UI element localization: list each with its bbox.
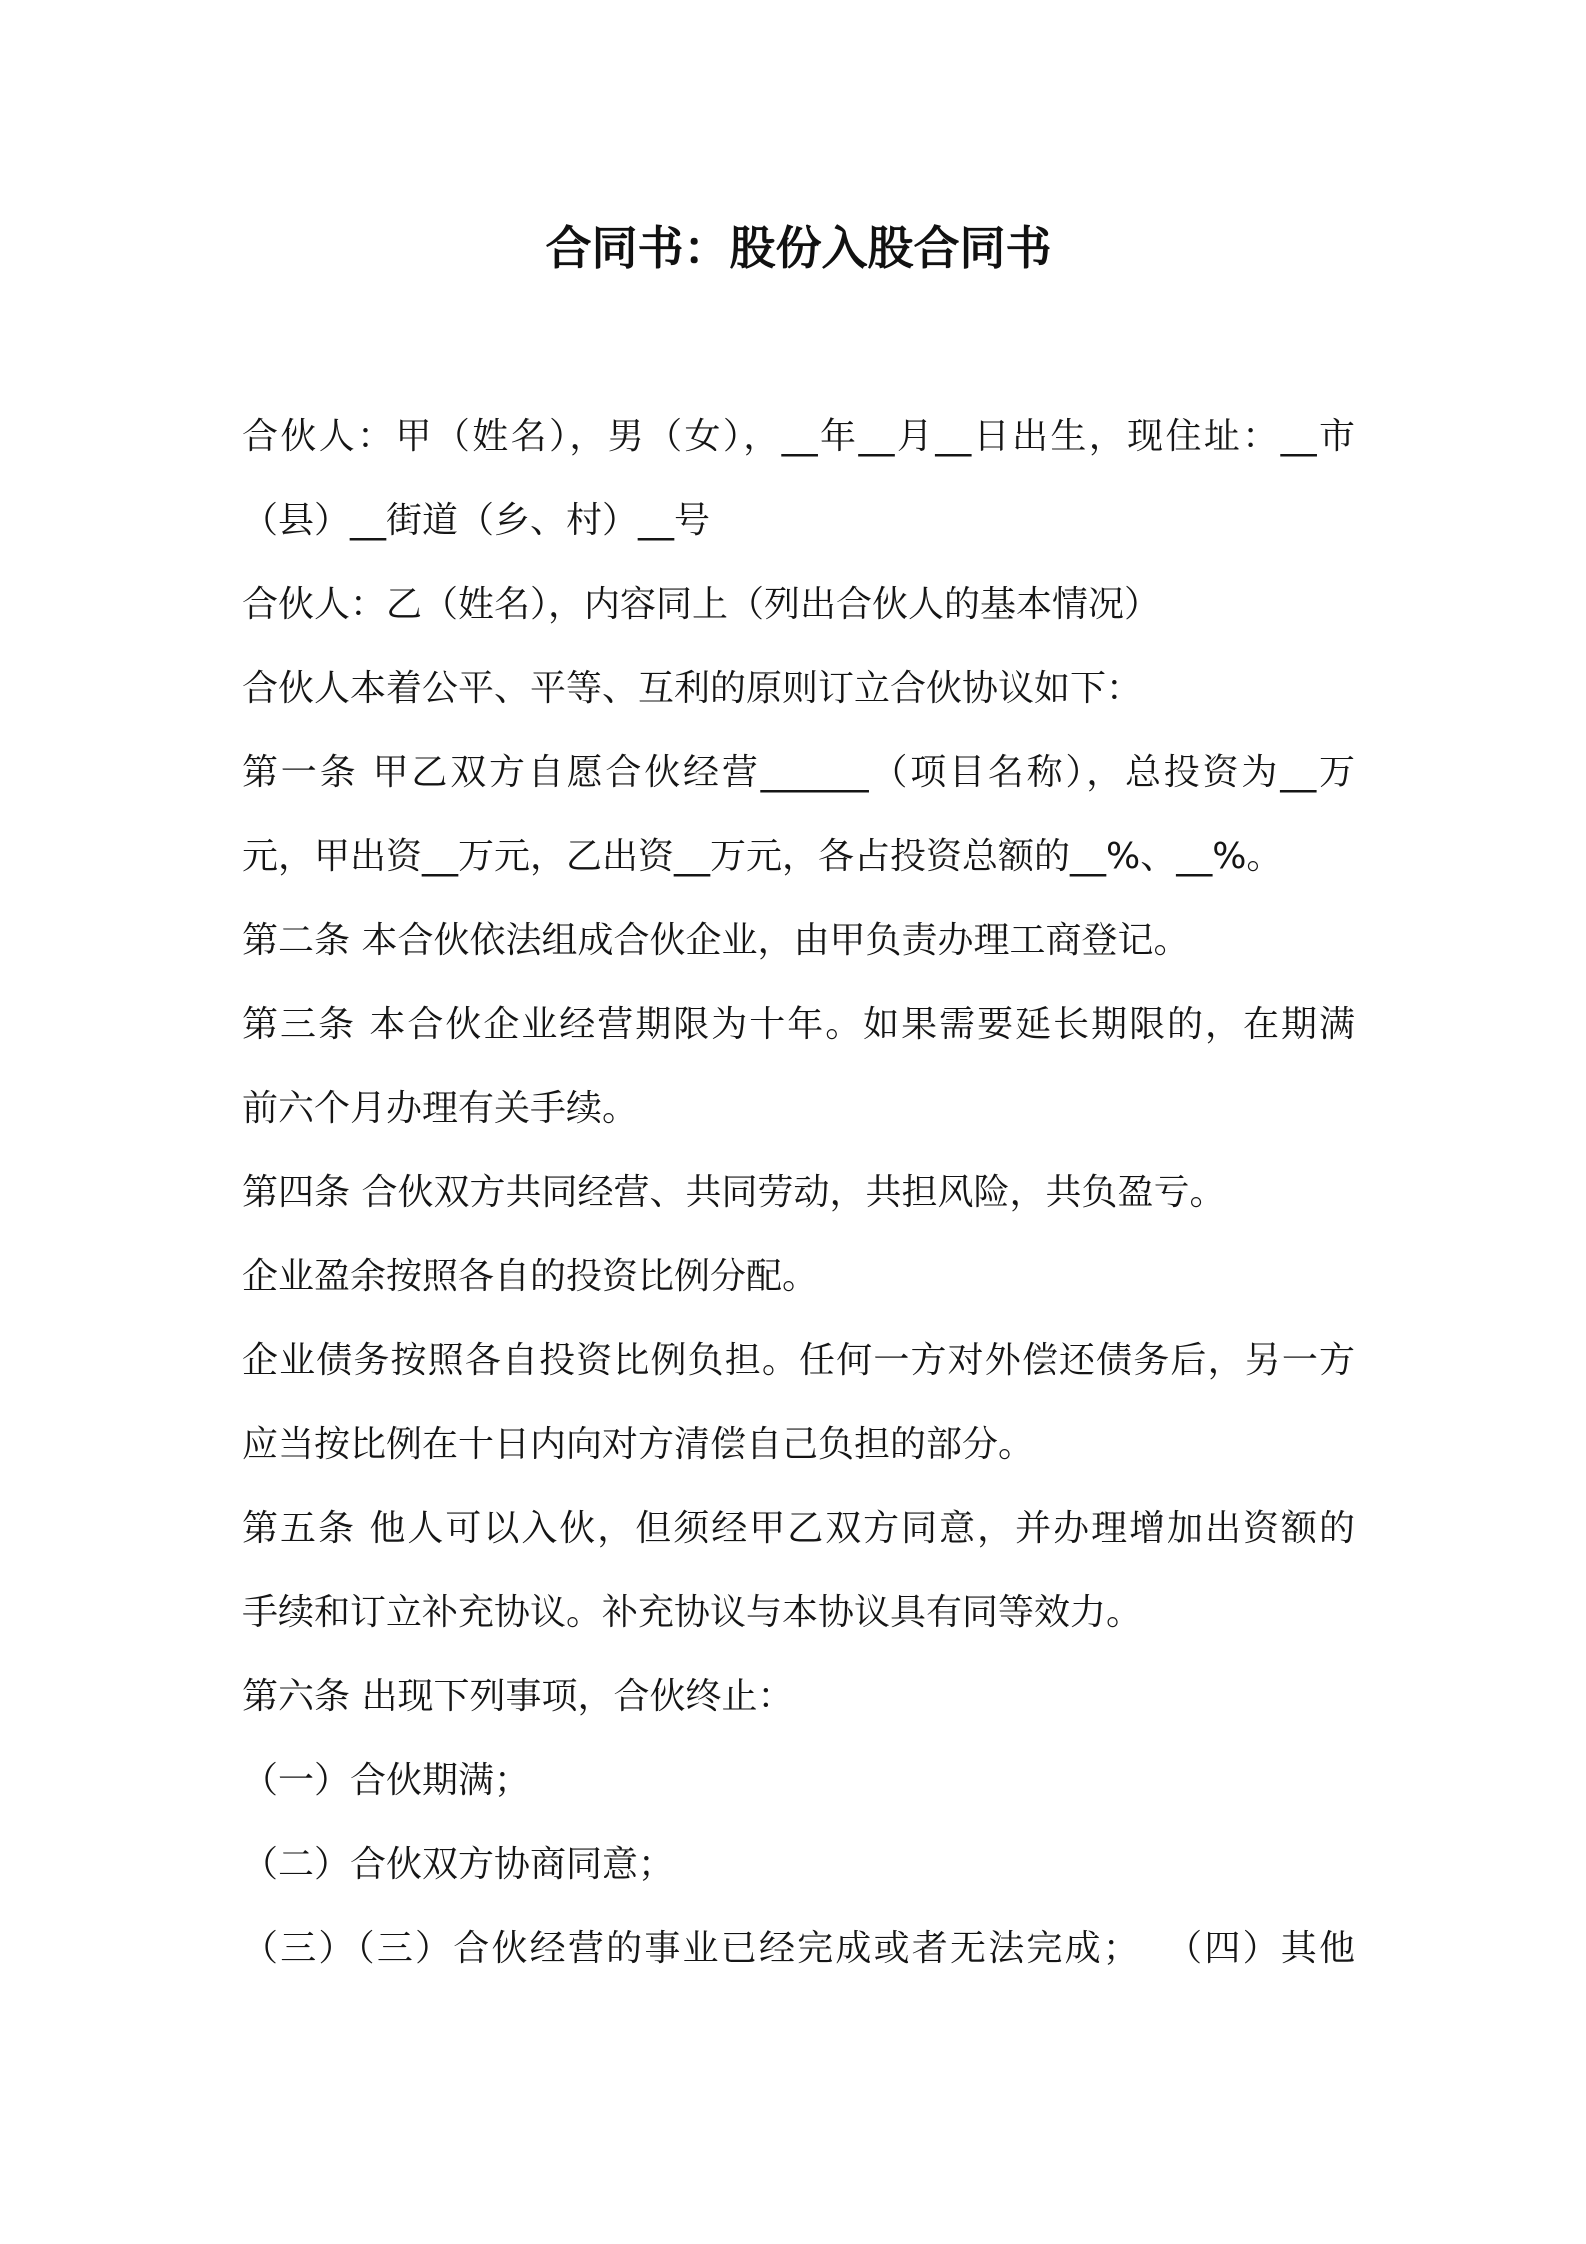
article-4 xyxy=(242,1151,1355,1235)
paragraph-line: 第四条 合伙双方共同经营、共同劳动，共担风险，共负盈亏。 xyxy=(242,1172,1226,1213)
paragraph-line: （一）合伙期满； xyxy=(242,1760,531,1801)
paragraph-line: 第一条 甲乙双方自愿合伙经营______（项目名称），总投资为__万 xyxy=(242,752,1355,793)
paragraph-line: 合伙人：甲（姓名），男（女），__年__月__日出生，现住址：__市 xyxy=(242,416,1355,457)
article-2 xyxy=(242,899,1355,983)
paragraph-line: （县）__街道（乡、村）__号 xyxy=(242,500,711,541)
article-1 xyxy=(242,731,1355,899)
termination-item-1 xyxy=(242,1739,1355,1823)
paragraph-line: 合伙人本着公平、平等、互利的原则订立合伙协议如下： xyxy=(242,668,1143,709)
paragraph-line: 第五条 他人可以入伙，但须经甲乙双方同意，并办理增加出资额的 xyxy=(242,1508,1355,1549)
article-6 xyxy=(242,1655,1355,1739)
paragraph-line: 元，甲出资__万元，乙出资__万元，各占投资总额的__%、__%。 xyxy=(242,836,1283,877)
paragraph-line: （二）合伙双方协商同意； xyxy=(242,1844,675,1885)
paragraph-line: 第六条 出现下列事项，合伙终止： xyxy=(242,1676,794,1717)
termination-item-3-4 xyxy=(242,1907,1355,1991)
paragraph-line: 前六个月办理有关手续。 xyxy=(242,1088,639,1129)
document-body xyxy=(242,395,1355,1991)
termination-item-2 xyxy=(242,1823,1355,1907)
debt-liability xyxy=(242,1319,1355,1487)
article-5 xyxy=(242,1487,1355,1655)
preamble xyxy=(242,647,1355,731)
article-3 xyxy=(242,983,1355,1151)
paragraph-line: （三）（三）合伙经营的事业已经完成或者无法完成； （四）其他 xyxy=(242,1928,1355,1969)
paragraph-line: 合伙人：乙（姓名），内容同上（列出合伙人的基本情况） xyxy=(242,584,1161,625)
paragraph-line: 应当按比例在十日内向对方清偿自己负担的部分。 xyxy=(242,1424,1035,1465)
partner-b-info xyxy=(242,563,1355,647)
paragraph-line: 企业盈余按照各自的投资比例分配。 xyxy=(242,1256,819,1297)
paragraph-line: 第二条 本合伙依法组成合伙企业，由甲负责办理工商登记。 xyxy=(242,920,1190,961)
paragraph-line: 手续和订立补充协议。补充协议与本协议具有同等效力。 xyxy=(242,1592,1143,1633)
document-title: 合同书：股份入股合同书 xyxy=(545,221,1052,275)
paragraph-line: 企业债务按照各自投资比例负担。任何一方对外偿还债务后，另一方 xyxy=(242,1340,1355,1381)
paragraph-line: 第三条 本合伙企业经营期限为十年。如果需要延长期限的，在期满 xyxy=(242,1004,1355,1045)
partner-a-info xyxy=(242,395,1355,563)
profit-distribution xyxy=(242,1235,1355,1319)
